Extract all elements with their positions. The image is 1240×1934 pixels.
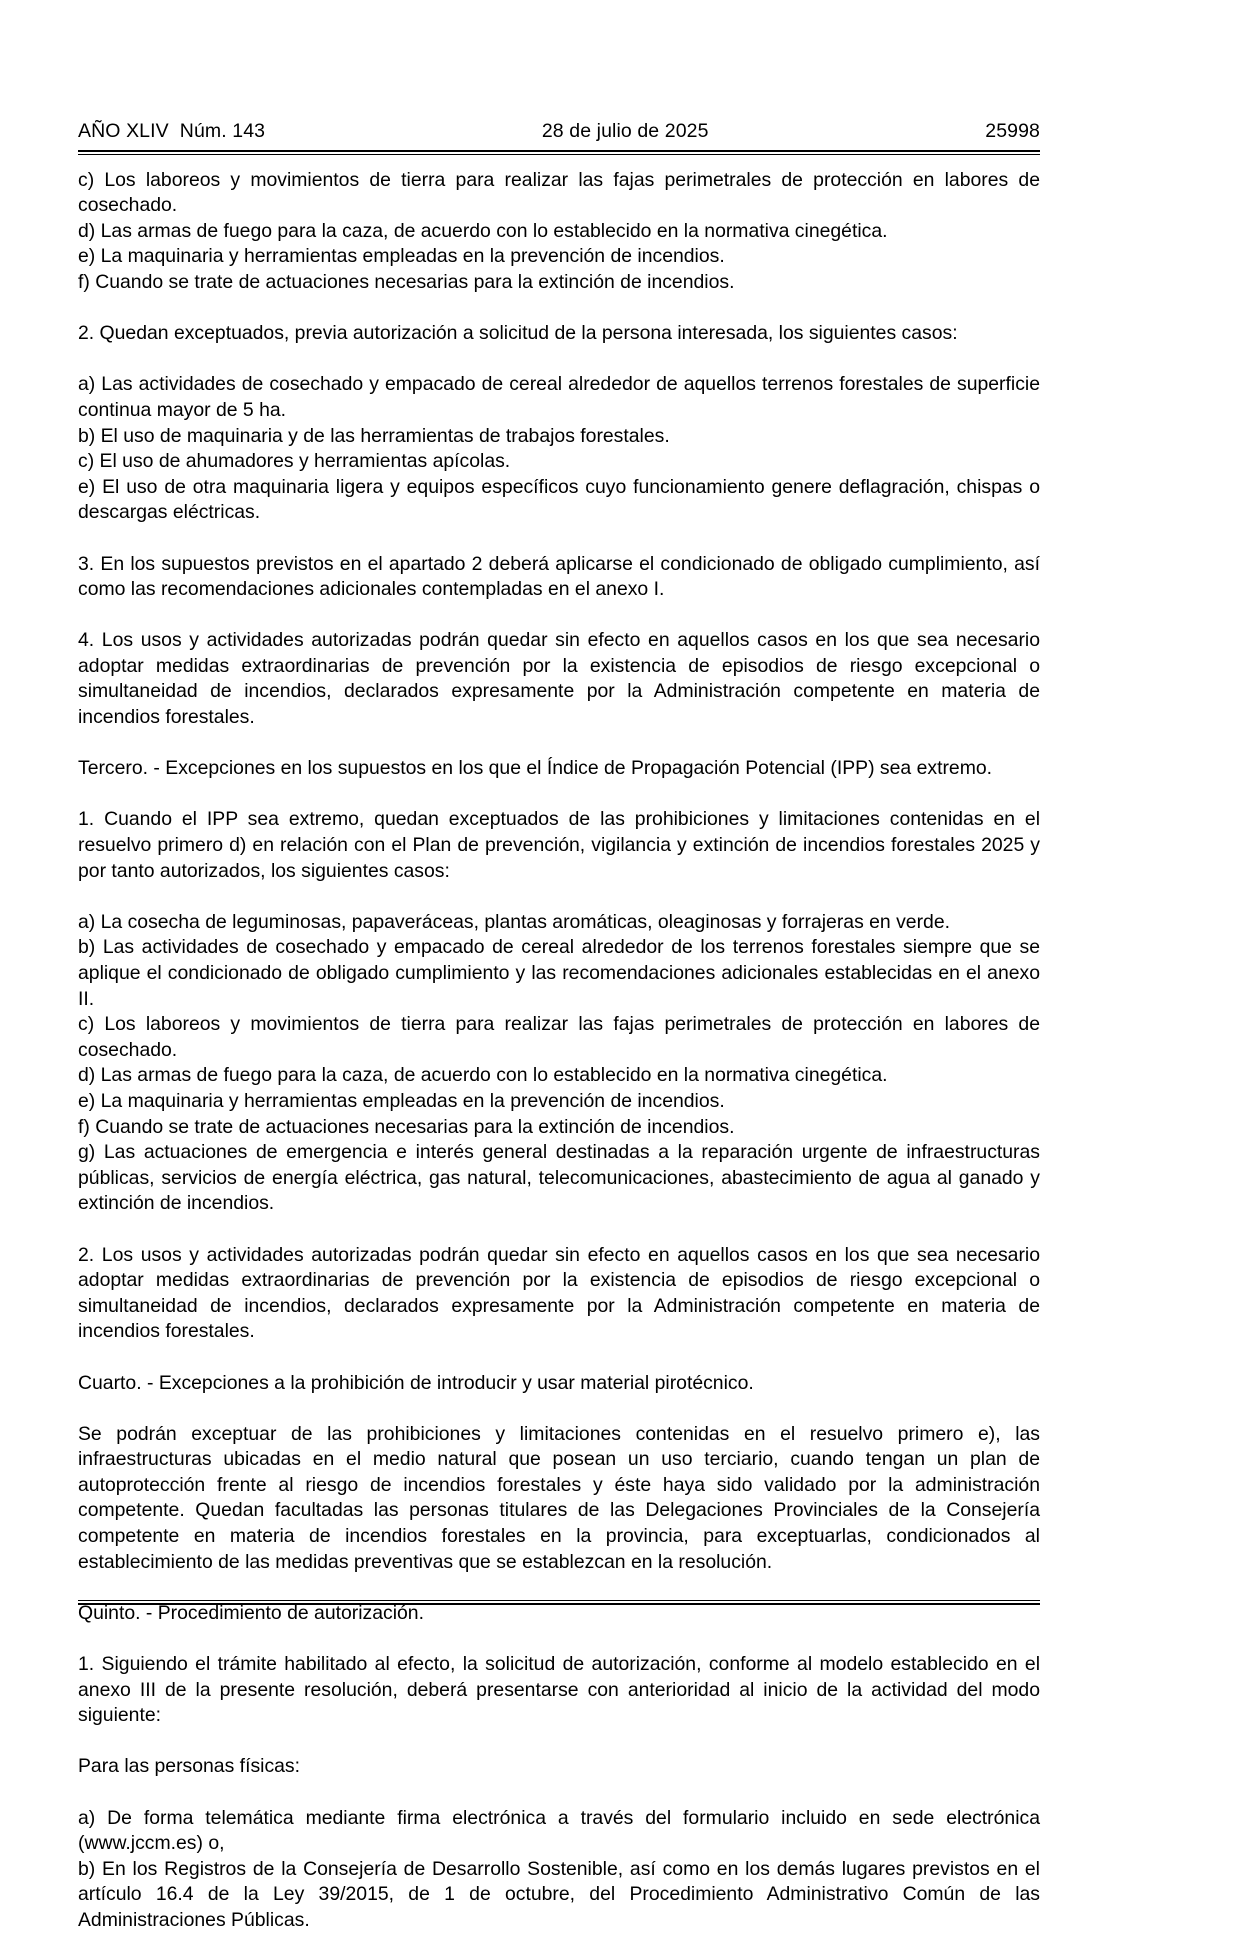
header-date: 28 de julio de 2025 (541, 120, 709, 142)
paragraph-4: 4. Los usos y actividades autorizadas podrán quedar sin efecto en aquellos casos en los que sea necesario adoptar medidas extraordinarias de prevención por la existencia de episodios de riesgo excepcional o simultaneidad de incendios, declarados expresamente por la Administración competente en materia de incendios forestales. (78, 629, 1040, 729)
list3-item-d-armas: d) Las armas de fuego para la caza, de acuerdo con lo establecido en la normativa cinegética. (78, 1064, 888, 1087)
paragraph-3: 3. En los supuestos previstos en el apartado 2 deberá aplicarse el condicionado de obligado cumplimiento, así como las recomendaciones adicionales contempladas en el anexo I. (78, 552, 1040, 601)
list3-item-b-cosechado: b) Las actividades de cosechado y empacado de cereal alrededor de los terrenos forestales siempre que se aplique el condicionado de obligado cumplimiento y las recomendaciones adicionales establecidas en el anexo II. (78, 936, 1040, 1010)
quinto-paragraph-1: 1. Siguiendo el trámite habilitado al efecto, la solicitud de autorización, conforme al modelo establecido en el anexo III de la presente resolución, deberá presentarse con anterioridad al inicio de la actividad del modo siguiente: (78, 1653, 1040, 1727)
paragraph-spacer (78, 782, 1040, 808)
paragraph-spacer (78, 1217, 1040, 1243)
heading-quinto: Quinto. - Procedimiento de autorización. (78, 1601, 424, 1624)
running-header (78, 120, 1040, 150)
list3-item-g-emergencia: g) Las actuaciones de emergencia e interés general destinadas a la reparación urgente de infraestructuras públicas, servicios de energía eléctrica, gas natural, telecomunicaciones, abastecimiento de agua al ganado y extinción de incendios. (78, 1141, 1040, 1215)
cuarto-paragraph: Se podrán exceptuar de las prohibiciones y limitaciones contenidas en el resuelvo primero e), las infraestructuras ubicadas en el medio natural que posean un uso terciario, cuando tengan un plan de autoprotección frente al riesgo de incendios forestales y éste haya sido validado por la administración competente. Quedan facultadas las personas titulares de las Delegaciones Provinciales de la Consejería competente en materia de incendios forestales en la provincia, para exceptuarlas, condicionados al establecimiento de las medidas preventivas que se establezcan en la resolución. (78, 1422, 1040, 1573)
list3-item-e-maquinaria: e) La maquinaria y herramientas empleadas en la prevención de incendios. (78, 1089, 725, 1112)
paragraph-spacer (78, 347, 1040, 373)
list-item-c-cosechado: c) Los laboreos y movimientos de tierra para realizar las fajas perimetrales de protección en labores de cosechado. (78, 168, 1040, 217)
header-divider-rule (78, 150, 1040, 155)
list2-item-e-otra-maquinaria: e) El uso de otra maquinaria ligera y equipos específicos cuyo funcionamiento genere deflagración, chispas o descargas eléctricas. (78, 475, 1040, 524)
paragraph-spacer (78, 1626, 1040, 1652)
paragraph-spacer (78, 603, 1040, 629)
paragraph-spacer (78, 731, 1040, 757)
paragraph-spacer (78, 1729, 1040, 1755)
paragraph-spacer (78, 296, 1040, 322)
list2-item-c-ahumadores: c) El uso de ahumadores y herramientas apícolas. (78, 450, 511, 473)
paragraph-spacer (78, 1345, 1040, 1371)
list-item-e-maquinaria: e) La maquinaria y herramientas empleadas en la prevención de incendios. (78, 245, 725, 268)
heading-tercero: Tercero. - Excepciones en los supuestos en los que el Índice de Propagación Potencial (IPP) sea extremo. (78, 757, 993, 780)
list3-item-c-laboreos: c) Los laboreos y movimientos de tierra para realizar las fajas perimetrales de protección en labores de cosechado. (78, 1013, 1040, 1061)
heading-cuarto: Cuarto. - Excepciones a la prohibición de introducir y usar material pirotécnico. (78, 1371, 754, 1394)
page-content (78, 120, 1040, 1934)
paragraph-spacer (78, 1575, 1040, 1601)
paragraph-2: 2. Quedan exceptuados, previa autorización a solicitud de la persona interesada, los siguientes casos: (78, 322, 958, 345)
header-issue: AÑO XLIV Núm. 143 (78, 120, 266, 142)
label-personas-fisicas: Para las personas físicas: (78, 1755, 301, 1778)
paragraph-spacer (78, 526, 1040, 552)
paragraph-spacer (78, 1396, 1040, 1422)
tercero-paragraph-1: 1. Cuando el IPP sea extremo, quedan exceptuados de las prohibiciones y limitaciones contenidas en el resuelvo primero d) en relación con el Plan de prevención, vigilancia y extinción de incendios forestales 2025 y por tanto autorizados, los siguientes casos: (78, 808, 1040, 882)
footer-divider-rule (78, 1600, 1040, 1605)
list2-item-a-cosechado: a) Las actividades de cosechado y empacado de cereal alrededor de aquellos terrenos forestales de superficie continua mayor de 5 ha. (78, 373, 1040, 421)
paragraph-spacer (78, 1780, 1040, 1806)
list3-item-f-actuaciones: f) Cuando se trate de actuaciones necesarias para la extinción de incendios. (78, 1115, 735, 1138)
list4-item-b-registros: b) En los Registros de la Consejería de Desarrollo Sostenible, así como en los demás lugares previstos en el artículo 16.4 de la Ley 39/2015, de 1 de octubre, del Procedimiento Administrativo Común de las Administraciones Públicas. (78, 1857, 1040, 1931)
list4-item-a-telematica: a) De forma telemática mediante firma electrónica a través del formulario incluido en sede electrónica (www.jccm.es) o, (78, 1806, 1040, 1855)
list3-item-a-cosecha: a) La cosecha de leguminosas, papaveráceas, plantas aromáticas, oleaginosas y forrajeras en verde. (78, 910, 951, 933)
tercero-paragraph-2: 2. Los usos y actividades autorizadas podrán quedar sin efecto en aquellos casos en los que sea necesario adoptar medidas extraordinarias de prevención por la existencia de episodios de riesgo excepcional o simultaneidad de incendios, declarados expresamente por la Administración competente en materia de incendios forestales. (78, 1243, 1040, 1343)
paragraph-spacer (78, 884, 1040, 910)
list-item-d-armas: d) Las armas de fuego para la caza, de acuerdo con lo establecido en la normativa cinegética. (78, 219, 888, 242)
list2-item-b-maquinaria: b) El uso de maquinaria y de las herramientas de trabajos forestales. (78, 424, 670, 447)
list-item-f-actuaciones: f) Cuando se trate de actuaciones necesarias para la extinción de incendios. (78, 270, 735, 293)
header-page-number: 25998 (985, 120, 1040, 142)
